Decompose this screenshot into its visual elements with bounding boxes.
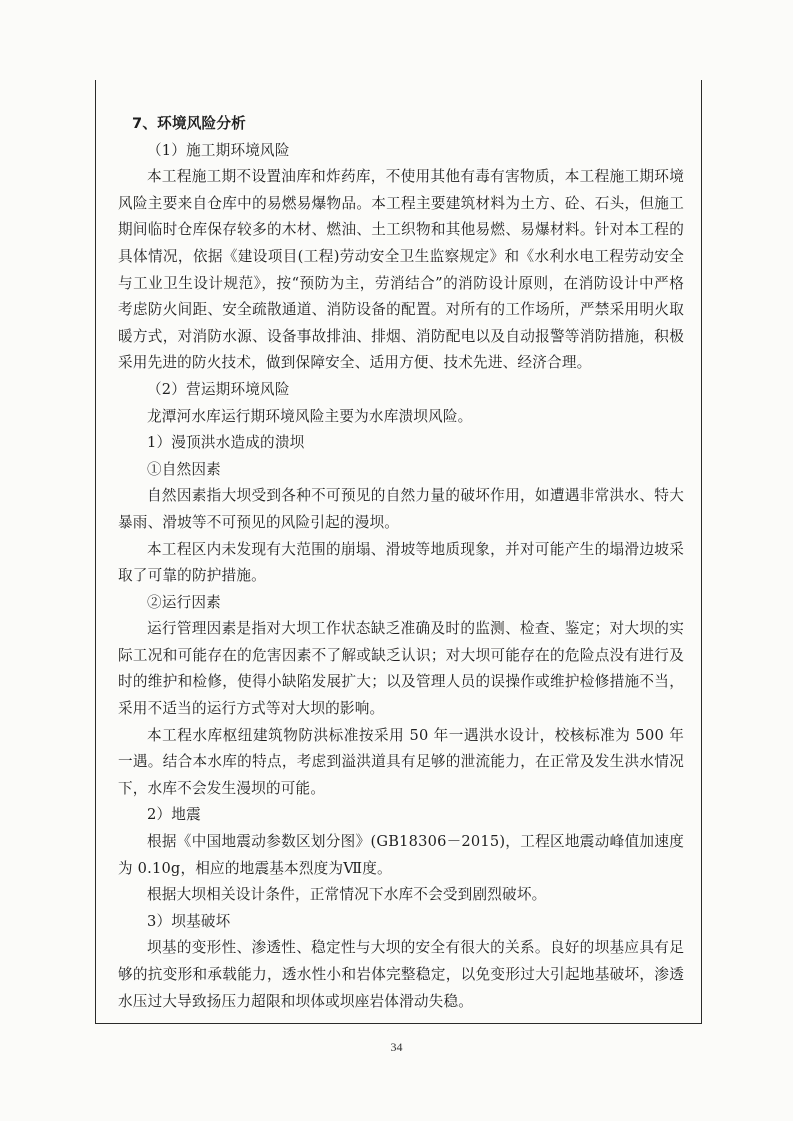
item-title-operation-factors: ②运行因素: [147, 593, 221, 611]
paragraph-operation-management: 运行管理因素是指对大坝工作状态缺乏准确及时的监测、检查、鉴定；对大坝的实际工况和可能存在的危害因素不了解或缺乏认识；对大坝可能存在的危险点没有进行及时的维护和检修，使得小缺陷发展扩大；以及管理人员的误操作或维护检修措施不当，采用不适当的运行方式等对大坝的影响。: [118, 620, 684, 718]
section-heading: 7、环境风险分析: [132, 115, 246, 132]
document-body: [118, 111, 684, 1015]
paragraph-geology: 本工程区内未发现有大范围的崩塌、滑坡等地质现象，并对可能产生的塌滑边坡采取了可靠的防护措施。: [118, 540, 684, 585]
item-title-foundation: 3）坝基破坏: [147, 912, 231, 930]
paragraph-construction-risk: 本工程施工期不设置油库和炸药库，不使用其他有毒有害物质，本工程施工期环境风险主要来自仓库中的易燃易爆物品。本工程主要建筑材料为土方、砼、石头，但施工期间临时仓库保存较多的木材、燃油、土工织物和其他易燃、易爆材料。针对本工程的具体情况，依据《建设项目(工程)劳动安全卫生监察规定》和《水利水电工程劳动安全与工业卫生设计规范》，按“预防为主，劳消结合”的消防设计原则，在消防设计中严格考虑防火间距、安全疏散通道、消防设备的配置。对所有的工作场所，严禁采用明火取暖方式，对消防水源、设备事故排油、排烟、消防配电以及自动报警等消防措施，积极采用先进的防火技术，做到保障安全、适用方便、技术先进、经济合理。: [118, 168, 684, 372]
item-title-overtopping: 1）漫顶洪水造成的溃坝: [147, 434, 305, 452]
paragraph-foundation: 坝基的变形性、渗透性、稳定性与大坝的安全有很大的关系。良好的坝基应具有足够的抗变形和承载能力，透水性小和岩体完整稳定，以免变形过大引起地基破坏，渗透水压过大导致扬压力超限和坝体或坝座岩体滑动失稳。: [118, 939, 684, 1010]
item-title-earthquake: 2）地震: [147, 806, 201, 824]
page-number: 34: [390, 1040, 403, 1054]
subsection-title-construction: （1）施工期环境风险: [147, 141, 290, 159]
item-title-natural-factors: ①自然因素: [147, 460, 221, 478]
subsection-title-operation: （2）营运期环境风险: [147, 380, 290, 398]
paragraph-natural-factors: 自然因素指大坝受到各种不可预见的自然力量的破坏作用，如遭遇非常洪水、特大暴雨、滑坡等不可预见的风险引起的漫坝。: [118, 487, 684, 531]
paragraph-earthquake: 根据《中国地震动参数区划分图》(GB18306－2015)，工程区地震动峰值加速度为 0.10g，相应的地震基本烈度为Ⅶ度。: [118, 833, 684, 877]
paragraph-earthquake-conclusion: 根据大坝相关设计条件，正常情况下水库不会受到剧烈破坏。: [147, 886, 547, 904]
paragraph-flood-standard: 本工程水库枢纽建筑物防洪标准按采用 50 年一遇洪水设计，校核标准为 500 年一遇。结合本水库的特点，考虑到溢洪道具有足够的泄流能力，在正常及发生洪水情况下，水库不会发生漫坝的可能。: [118, 726, 684, 797]
paragraph-operation-risk: 龙潭河水库运行期环境风险主要为水库溃坝风险。: [147, 407, 473, 425]
